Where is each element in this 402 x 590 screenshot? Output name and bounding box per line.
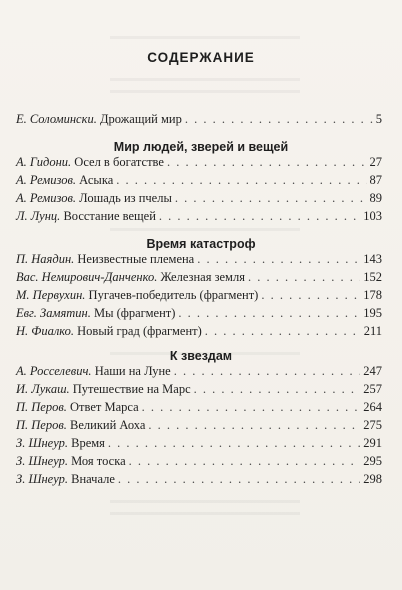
leader-dots [178, 304, 360, 322]
show-through-mark [110, 512, 300, 515]
toc-entry[interactable] [16, 434, 382, 452]
entry-author: З. Шнеур. [16, 472, 68, 486]
entry-author: А. Росселевич. [16, 364, 92, 378]
entry-author: З. Шнеур. [16, 454, 68, 468]
leader-dots [108, 434, 360, 452]
leader-dots [159, 207, 360, 225]
toc-entry[interactable] [16, 322, 382, 340]
entry-title: Мы (фрагмент) [93, 306, 176, 320]
entry-title: Железная земля [160, 270, 245, 284]
entry-page: 291 [363, 436, 382, 450]
entry-author: А. Гидони. [16, 155, 72, 169]
entry-page: 27 [369, 155, 382, 169]
leader-dots [185, 110, 373, 128]
toc-entry[interactable] [16, 153, 382, 171]
entry-title: Осел в богатстве [74, 155, 164, 169]
entry-title: Лошадь из пчелы [79, 191, 172, 205]
entry-author: Л. Лунц. [16, 209, 61, 223]
section-heading-catastrophes: Время катастроф [146, 237, 256, 251]
entry-title: Наши на Луне [94, 364, 171, 378]
leader-dots [148, 416, 360, 434]
section-heading-world: Мир людей, зверей и вещей [113, 140, 289, 154]
leader-dots [175, 189, 367, 207]
entry-author: П. Перов. [16, 418, 67, 432]
leader-dots [167, 153, 367, 171]
leader-dots [129, 452, 361, 470]
leader-dots [174, 362, 361, 380]
entry-page: 195 [363, 306, 382, 320]
leader-dots [205, 322, 361, 340]
toc-title: СОДЕРЖАНИЕ [147, 50, 255, 65]
show-through-mark [110, 36, 300, 39]
entry-title: Асыка [79, 173, 114, 187]
entry-author: З. Шнеур. [16, 436, 68, 450]
toc-entry[interactable] [16, 207, 382, 225]
leader-dots [116, 171, 366, 189]
entry-title: Новый град (фрагмент) [77, 324, 202, 338]
entry-page: 295 [363, 454, 382, 468]
entry-page: 87 [369, 173, 382, 187]
entry-page: 298 [363, 472, 382, 486]
toc-entry[interactable] [16, 452, 382, 470]
entry-author: Н. Фиалко. [16, 324, 75, 338]
entry-author: М. Первухин. [16, 288, 86, 302]
entry-author: И. Лукаш. [16, 382, 70, 396]
toc-entry[interactable] [16, 189, 382, 207]
entry-page: 152 [363, 270, 382, 284]
toc-entry[interactable] [16, 416, 382, 434]
entry-page: 89 [369, 191, 382, 205]
entry-title: Пугачев-победитель (фрагмент) [88, 288, 259, 302]
entry-title: Путешествие на Марс [72, 382, 191, 396]
toc-entry[interactable] [16, 380, 382, 398]
entry-author: П. Перов. [16, 400, 67, 414]
entry-author: Евг. Замятин. [16, 306, 91, 320]
entry-author: П. Наядин. [16, 252, 75, 266]
entry-page: 5 [375, 112, 382, 126]
entry-title: Восстание вещей [63, 209, 156, 223]
entry-title: Время [71, 436, 105, 450]
toc-entry[interactable] [16, 362, 382, 380]
entry-title: Вначале [71, 472, 115, 486]
show-through-mark [110, 500, 300, 503]
entry-page: 257 [363, 382, 382, 396]
entry-title: Неизвестные племена [77, 252, 195, 266]
toc-entry[interactable] [16, 171, 382, 189]
toc-entry[interactable] [16, 304, 382, 322]
leader-dots [142, 398, 361, 416]
entry-page: 103 [363, 209, 382, 223]
leader-dots [194, 380, 361, 398]
entry-page: 211 [363, 324, 382, 338]
entry-title: Дрожащий мир [99, 112, 182, 126]
toc-entry[interactable] [16, 286, 382, 304]
entry-page: 178 [363, 288, 382, 302]
entry-title: Великий Аоха [70, 418, 146, 432]
entry-author: Вас. Немирович-Данченко. [16, 270, 158, 284]
show-through-mark [110, 90, 300, 93]
entry-author: Е. Соломински. [16, 112, 97, 126]
toc-entry-intro[interactable] [16, 110, 382, 128]
leader-dots [261, 286, 360, 304]
toc-entry[interactable] [16, 398, 382, 416]
entry-author: А. Ремизов. [16, 173, 77, 187]
leader-dots [118, 470, 360, 488]
entry-page: 275 [363, 418, 382, 432]
toc-entry[interactable] [16, 250, 382, 268]
leader-dots [197, 250, 360, 268]
leader-dots [248, 268, 360, 286]
entry-title: Моя тоска [71, 454, 126, 468]
show-through-mark [110, 228, 300, 231]
toc-entry[interactable] [16, 470, 382, 488]
toc-entry[interactable] [16, 268, 382, 286]
show-through-mark [110, 78, 300, 81]
entry-page: 264 [363, 400, 382, 414]
entry-page: 247 [363, 364, 382, 378]
entry-page: 143 [363, 252, 382, 266]
section-heading-stars: К звездам [169, 349, 233, 363]
entry-title: Ответ Марса [70, 400, 139, 414]
entry-author: А. Ремизов. [16, 191, 77, 205]
